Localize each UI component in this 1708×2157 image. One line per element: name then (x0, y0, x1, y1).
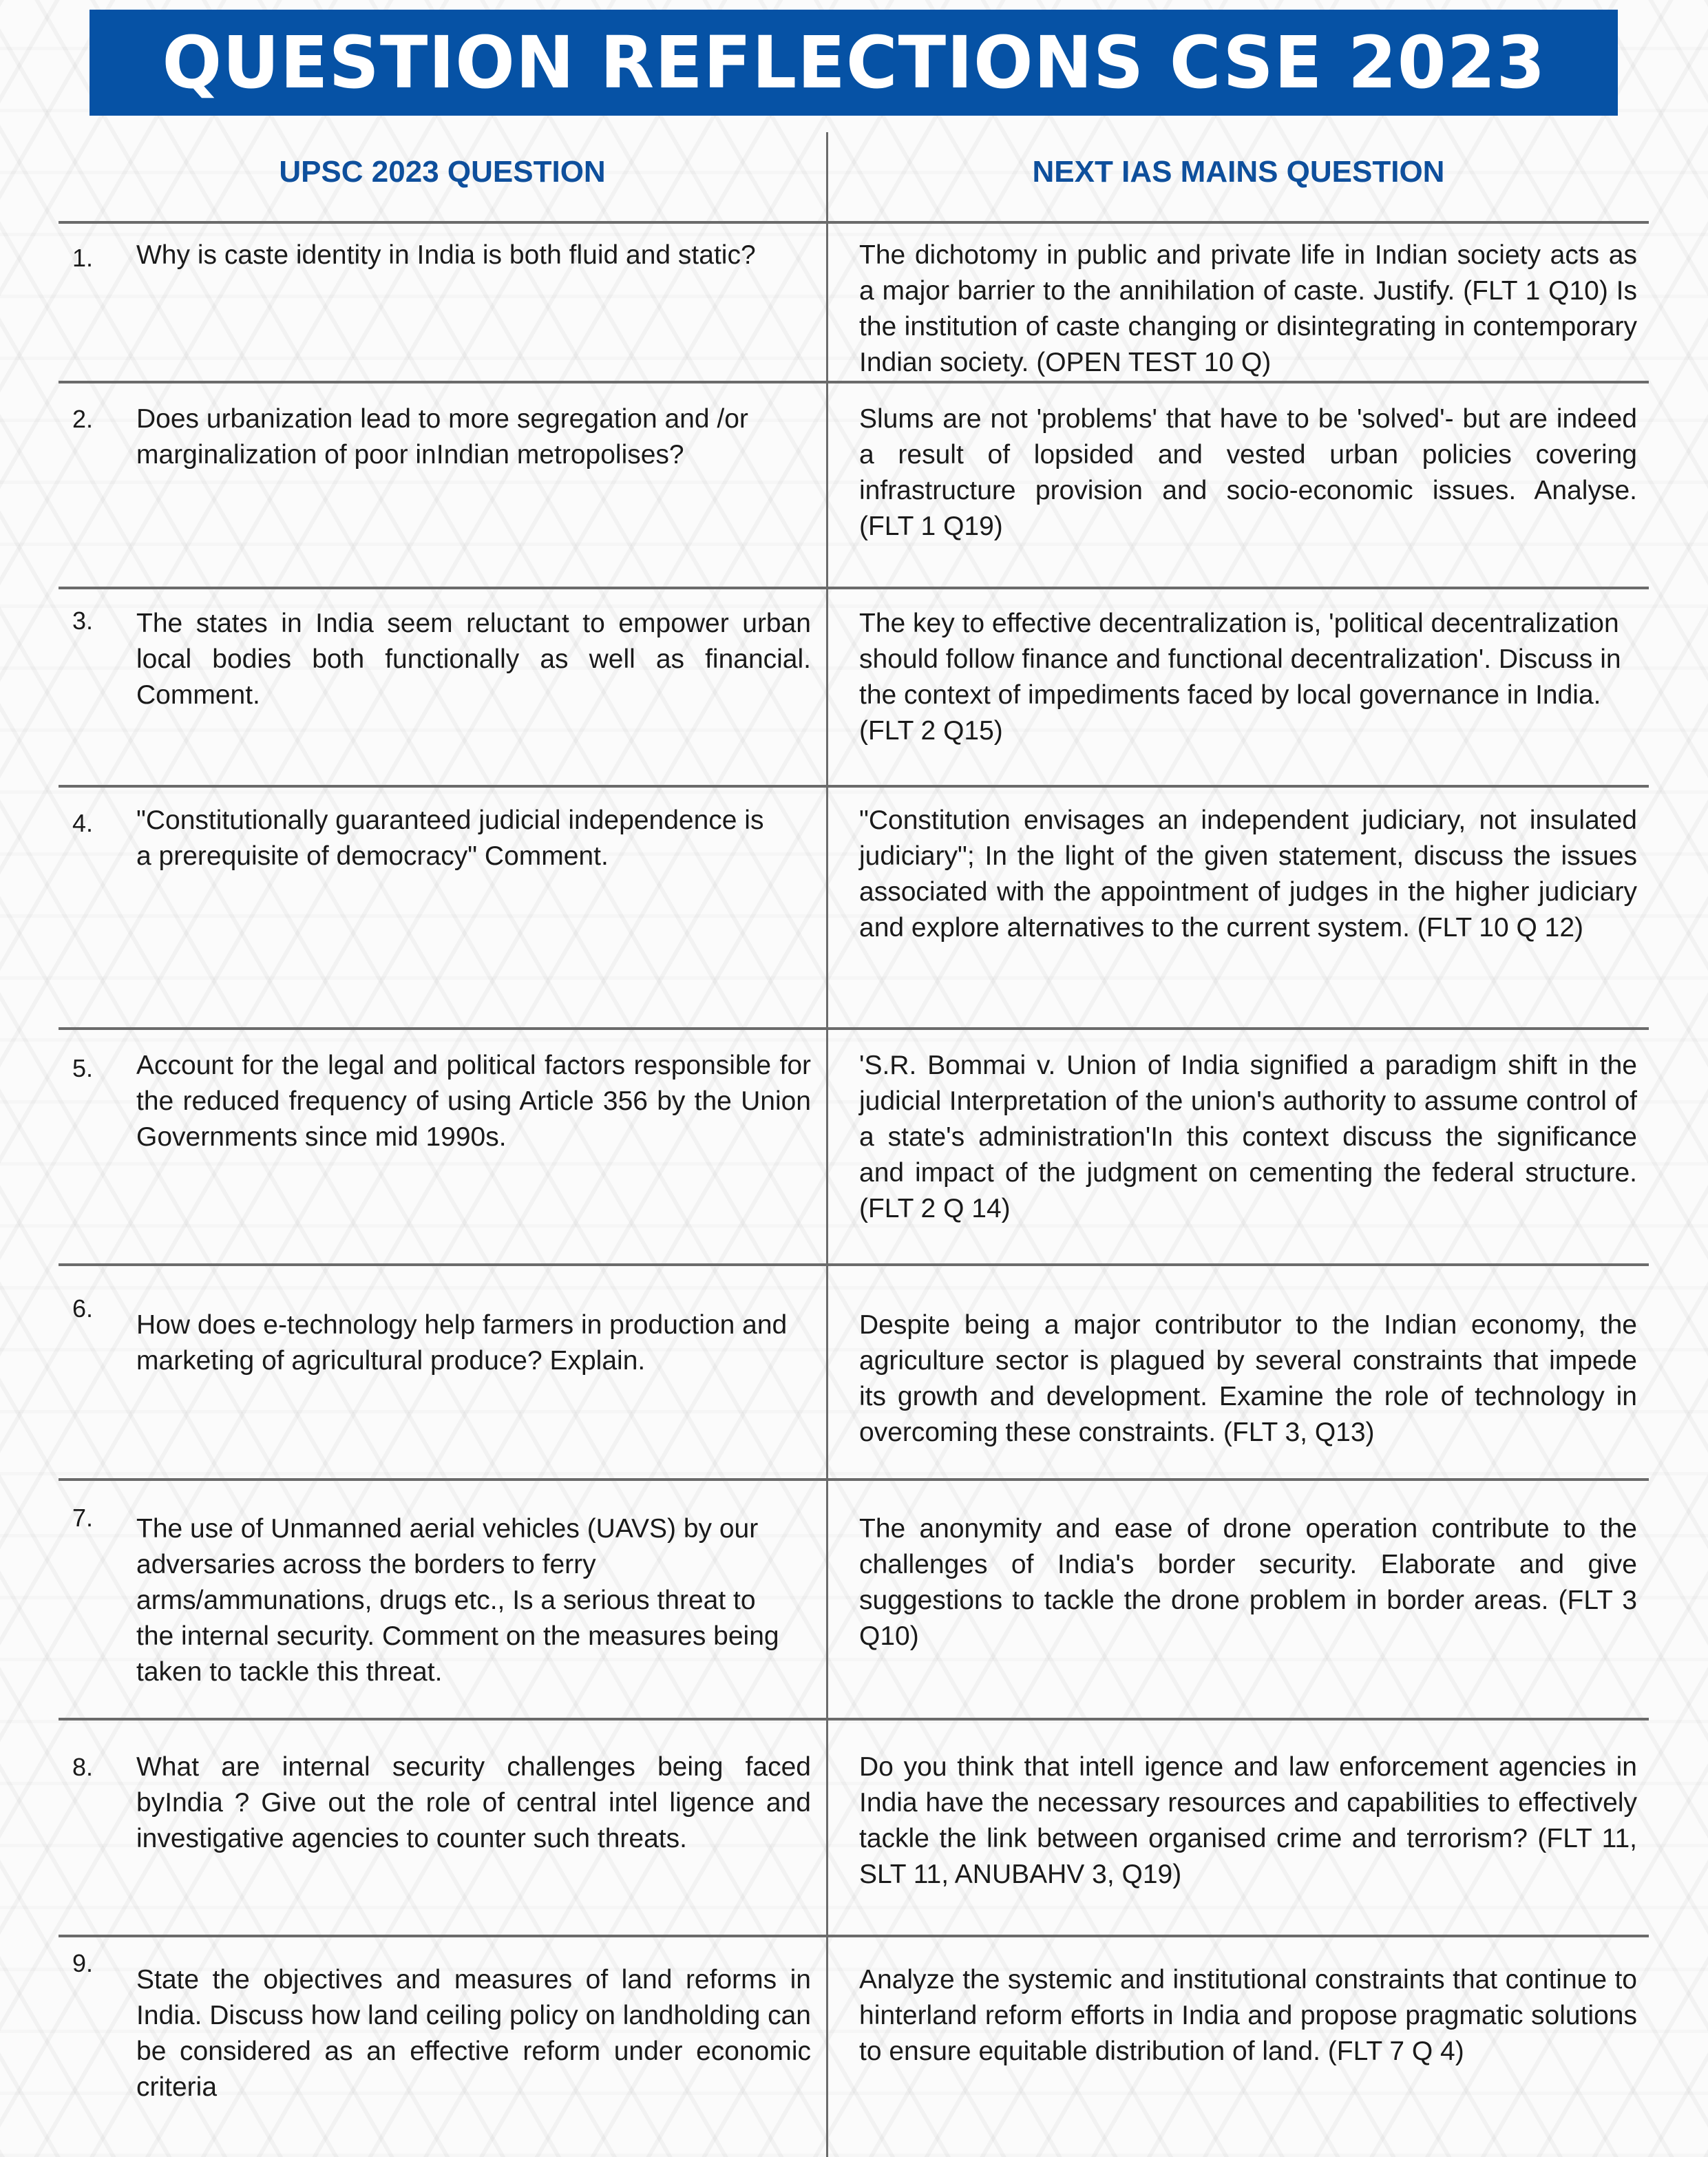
row-divider (59, 587, 1649, 589)
row-number: 5. (72, 1054, 94, 1082)
nextias-question: Slums are not 'problems' that have to be 'solved'- but are indeed a result of lopsided and vested urban policies covering infrastructure provision and socio-economic issues. Analyse. (FLT 1 Q19) (859, 404, 1637, 541)
nextias-question: Despite being a major contributor to the Indian economy, the agriculture sector is plagued by several constraints that impede its growth and development. Examine the role of technology in overcoming these constraints. (FLT 3, Q13) (859, 1310, 1637, 1447)
page-title: QUESTION REFLECTIONS CSE 2023 (162, 21, 1546, 105)
row-divider (59, 785, 1649, 788)
row-number: 3. (72, 607, 94, 635)
row-divider (59, 1718, 1649, 1721)
row-number: 8. (72, 1753, 94, 1781)
row-number: 6. (72, 1294, 94, 1323)
upsc-question: How does e-technology help farmers in production and marketing of agricultural produce? Explain. (136, 1310, 788, 1376)
upsc-question: "Constitutionally guaranteed judicial independence is a prerequisite of democracy" Comment. (136, 806, 764, 871)
nextias-question: "Constitution envisages an independent judiciary, not insulated judiciary"; In the light of the given statement, discuss the issues associated with the appointment of judges in the higher judiciary and explore alternatives to the current system. (FLT 10 Q 12) (859, 806, 1637, 943)
nextias-question: 'S.R. Bommai v. Union of India signified a paradigm shift in the judicial Interpretation of the union's authority to assume control of a state's administration'In this context discuss the significance and impact of the judgment on cementing the federal structure. (FLT 2 Q 14) (859, 1051, 1637, 1223)
row-divider (59, 1935, 1649, 1937)
comparison-table (59, 131, 1649, 2157)
row-number: 4. (72, 809, 94, 837)
nextias-question: The key to effective decentralization is, 'political decentralization should follow finance and functional decentralization'. Discuss in the context of impediments faced by local governance in India. (FLT 2 Q15) (859, 609, 1621, 746)
upsc-question: The states in India seem reluctant to empower urban local bodies both functionally as well as financial. Comment. (136, 609, 811, 710)
row-number: 2. (72, 405, 94, 433)
row-divider (59, 1478, 1649, 1481)
row-number: 1. (72, 244, 94, 272)
nextias-question: The anonymity and ease of drone operation contribute to the challenges of India's border security. Elaborate and give suggestions to tackle the drone problem in border areas. (FLT 3 Q10) (859, 1514, 1637, 1651)
nextias-question: Do you think that intell igence and law enforcement agencies in India have the necessary resources and capabilities to effectively tackle the link between organised crime and terrorism? (FLT 11, SLT 11, ANUBAHV 3, Q19) (859, 1752, 1637, 1889)
row-number: 7. (72, 1504, 94, 1532)
column-header-upsc: UPSC 2023 QUESTION (279, 155, 606, 189)
row-divider (59, 221, 1649, 224)
upsc-question: State the objectives and measures of land reforms in India. Discuss how land ceiling policy on landholding can be considered as an effective reform under economic criteria (136, 1965, 811, 2102)
nextias-question: The dichotomy in public and private life in Indian society acts as a major barrier to the annihilation of caste. Justify. (FLT 1 Q10) Is the institution of caste changing or disintegrating in contemporary Indian society. (OPEN TEST 10 Q) (859, 240, 1637, 377)
row-number: 9. (72, 1949, 94, 1977)
upsc-question: Account for the legal and political factors responsible for the reduced frequency of using Article 356 by the Union Governments since mid 1990s. (136, 1051, 811, 1152)
column-divider (826, 132, 828, 2157)
row-divider (59, 381, 1649, 383)
title-banner (89, 10, 1618, 116)
upsc-question: The use of Unmanned aerial vehicles (UAVS) by our adversaries across the borders to ferry arms/ammunations, drugs etc., Is a serious threat to the internal security. Comment on the measures being taken to tackle this threat. (136, 1514, 779, 1687)
upsc-question: What are internal security challenges being faced byIndia ? Give out the role of central intel ligence and investigative agencies to counter such threats. (136, 1752, 811, 1853)
upsc-question: Does urbanization lead to more segregation and /or marginalization of poor inIndian metropolises? (136, 404, 748, 470)
row-divider (59, 1027, 1649, 1030)
nextias-question: Analyze the systemic and institutional constraints that continue to hinterland reform efforts in India and propose pragmatic solutions to ensure equitable distribution of land. (FLT 7 Q 4) (859, 1965, 1637, 2066)
column-header-nextias: NEXT IAS MAINS QUESTION (1032, 155, 1445, 189)
row-divider (59, 1263, 1649, 1266)
upsc-question: Why is caste identity in India is both fluid and static? (136, 240, 756, 270)
